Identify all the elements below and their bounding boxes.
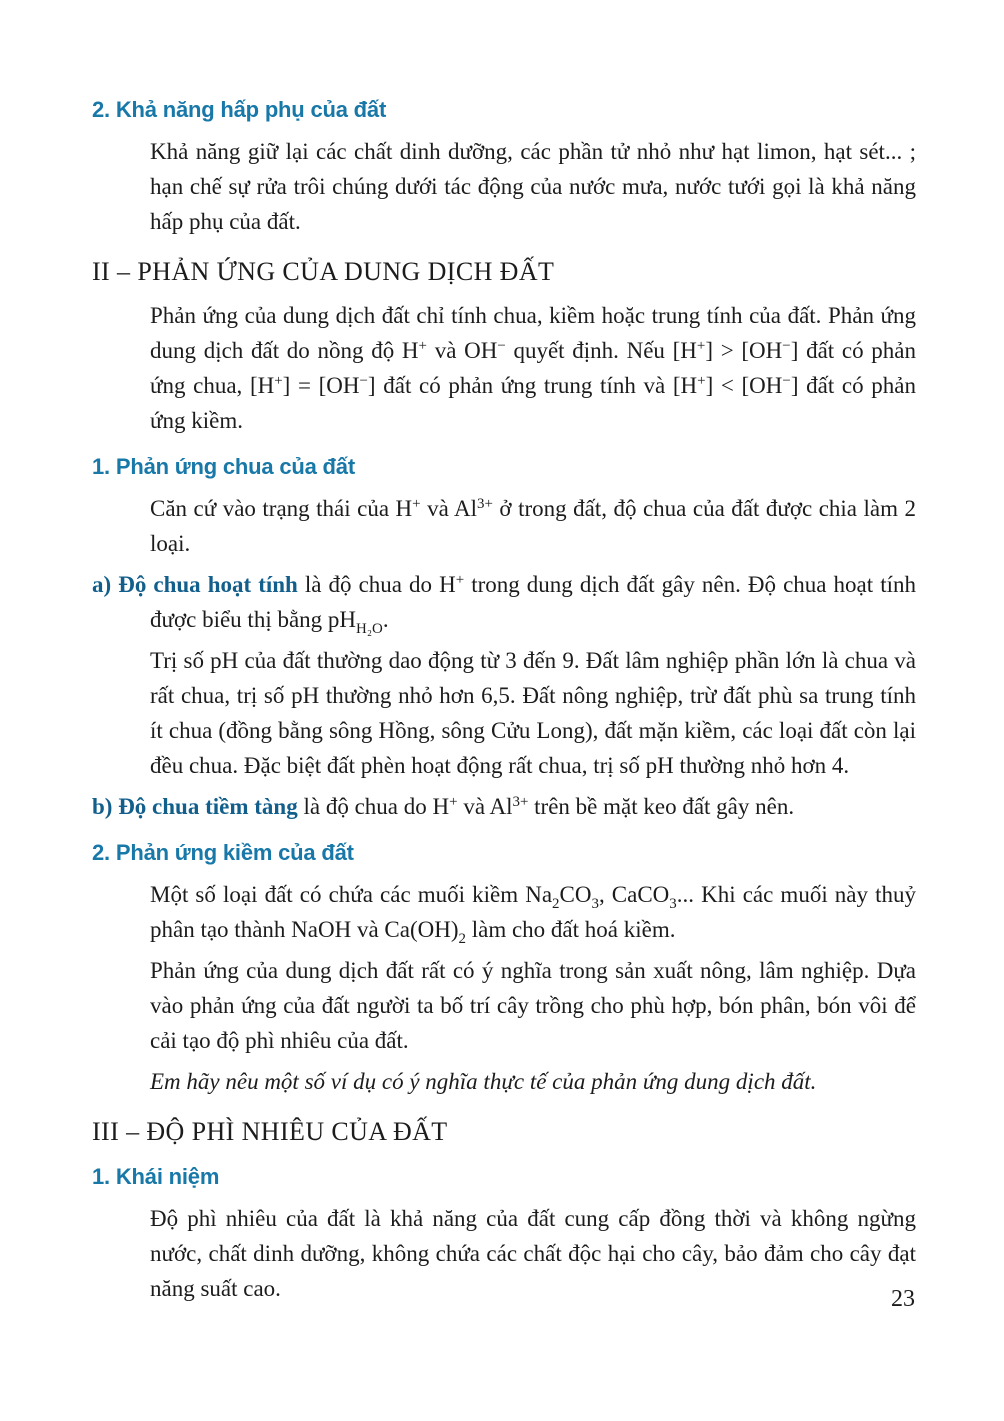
heading-khai-niem: 1. Khái niệm: [92, 1164, 220, 1189]
heading-phan-ung-chua: 1. Phản ứng chua của đất: [92, 454, 355, 479]
paragraph-do-chua-tiem-tang: b) Độ chua tiềm tàng là độ chua do H+ và $Al^{3+}$ trên bề mặt keo đất gây nên.: [92, 794, 795, 819]
paragraph-khai-niem-do-phi-nhieu: Độ phì nhiêu của đất là khả năng của đất cung cấp đồng thời và không ngừng nước, chất dinh dưỡng, không chứa các chất độc hại cho cây, bảo đảm cho cây đạt năng suất cao.: [150, 1206, 916, 1301]
heading-do-phi-nhieu: III – ĐỘ PHÌ NHIÊU CỦA ĐẤT: [92, 1117, 448, 1146]
page-number: 23: [891, 1286, 915, 1312]
paragraph-y-nghia-san-xuat: Phản ứng của dung dịch đất rất có ý nghĩa trong sản xuất nông, lâm nghiệp. Dựa vào phản ứng của đất người ta bố trí cây trồng cho phù hợp, bón phân, bón vôi để cải tạo độ phì nhiêu của đất.: [150, 958, 916, 1053]
textbook-page-body: [92, 96, 916, 1312]
heading-kha-nang-hap-phu: 2. Khả năng hấp phụ của đất: [92, 97, 387, 122]
paragraph-can-cu-trang-thai: Căn cứ vào trạng thái của H+ và $Al^{3+}$ ở trong đất, độ chua của đất được chia làm 2 loại.: [150, 496, 916, 556]
paragraph-muoi-kiem: Một số loại đất có chứa các muối kiềm $Na_2CO_3$, CaCO$_3$... Khi các muối này thuỷ phân tạo thành NaOH và $Ca(OH)_2$ làm cho đất hoá kiềm.: [150, 882, 916, 947]
paragraph-hap-phu: Khả năng giữ lại các chất dinh dưỡng, các phần tử nhỏ như hạt limon, hạt sét... ; hạn chế sự rửa trôi chúng dưới tác động của nước mưa, nước tưới gọi là khả năng hấp phụ của đất.: [150, 139, 916, 234]
paragraph-do-chua-hoat-tinh: a) Độ chua hoạt tính là độ chua do H+ trong dung dịch đất gây nên. Độ chua hoạt tính được biểu thị bằng $pH_{H_2O}$.: [92, 572, 916, 637]
paragraph-phan-ung-dung-dich: Phản ứng của dung dịch đất chỉ tính chua, kiềm hoặc trung tính của đất. Phản ứng dung dịch đất do nồng độ H+ và OH− quyết định. Nếu [H+] > [OH−] đất có phản ứng chua, [H+] = [OH−] đất có phản ứng trung tính và [H+] < [OH−] đất có phản ứng kiềm.: [150, 303, 917, 433]
heading-phan-ung-kiem: 2. Phản ứng kiềm của đất: [92, 840, 354, 865]
heading-phan-ung-dung-dich-dat: II – PHẢN ỨNG CỦA DUNG DỊCH ĐẤT: [92, 257, 555, 286]
paragraph-tri-so-ph: Trị số pH của đất thường dao động từ 3 đến 9. Đất lâm nghiệp phần lớn là chua và rất chua, trị số pH thường nhỏ hơn 6,5. Đất nông nghiệp, trừ đất phù sa trung tính ít chua (đồng bằng sông Hồng, sông Cửu Long), đất mặn kiềm, các loại đất còn lại đều chua. Đặc biệt đất phèn hoạt động rất chua, trị số pH thường nhỏ hơn 4.: [150, 648, 916, 778]
paragraph-cau-hoi-vi-du: Em hãy nêu một số ví dụ có ý nghĩa thực tế của phản ứng dung dịch đất.: [150, 1069, 817, 1094]
